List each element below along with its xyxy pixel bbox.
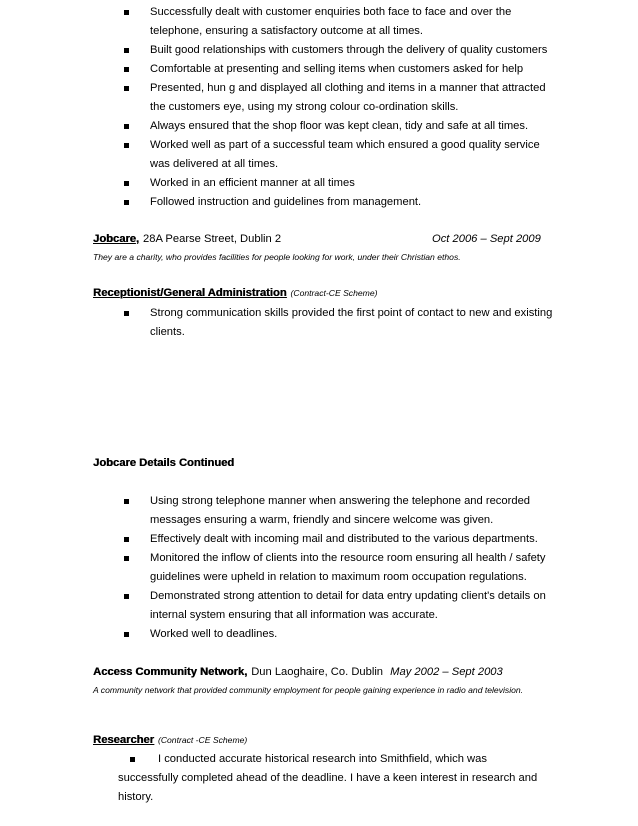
list-item: Using strong telephone manner when answering the telephone and recorded messages ensuring a warm, friendly and sincere welcome was given. — [124, 492, 554, 530]
bullet-icon — [124, 311, 129, 316]
list-item: Worked in an efficient manner at all times — [124, 174, 554, 193]
employer-description: They are a charity, who provides facilities for people looking for work, under their Christian ethos. — [93, 252, 461, 262]
bullet-icon — [124, 181, 129, 186]
list-item: Comfortable at presenting and selling items when customers asked for help — [124, 60, 554, 79]
list-item: Demonstrated strong attention to detail for data entry updating client's details on internal system ensuring that all information was accurate. — [124, 587, 554, 625]
bullet-icon — [124, 200, 129, 205]
role-note: (Contract-CE Scheme) — [290, 288, 378, 298]
bullet-icon — [124, 10, 129, 15]
bullet-icon — [130, 757, 135, 762]
section-heading: Jobcare Details Continued — [93, 457, 235, 469]
role-title: Receptionist/General Administration — [93, 287, 287, 299]
bullet-icon — [124, 537, 129, 542]
employer-address: 28A Pearse Street, Dublin 2 — [143, 233, 282, 245]
list-item: Always ensured that the shop floor was kept clean, tidy and safe at all times. — [124, 117, 554, 136]
employer-heading — [93, 666, 503, 678]
role-heading — [93, 287, 377, 299]
list-item: Presented, hun g and displayed all clothing and items in a manner that attracted the customers eye, using my strong colour co-ordination skills. — [124, 79, 554, 117]
bullet-icon — [124, 594, 129, 599]
employer-description: A community network that provided community employment for people gaining experience in radio and television. — [93, 685, 524, 695]
bullet-icon — [124, 86, 129, 91]
list-item: Worked well to deadlines. — [124, 625, 554, 644]
role-title: Researcher — [93, 734, 154, 746]
bullet-icon — [124, 143, 129, 148]
list-item: Strong communication skills provided the first point of contact to new and existing clients. — [124, 304, 554, 342]
list-item: Followed instruction and guidelines from management. — [124, 193, 554, 212]
list-item: Built good relationships with customers through the delivery of quality customers — [124, 41, 554, 60]
bullet-icon — [124, 48, 129, 53]
bullet-icon — [124, 67, 129, 72]
bullet-icon — [124, 499, 129, 504]
employer-name: Jobcare, — [93, 233, 140, 245]
list-item: Worked well as part of a successful team which ensured a good quality service was delivered at all times. — [124, 136, 554, 174]
bullet-icon — [124, 632, 129, 637]
employer-address: Dun Laoghaire, Co. Dublin — [251, 666, 384, 678]
bullet-icon — [124, 124, 129, 129]
employer-name: Access Community Network, — [93, 666, 248, 678]
role-paragraph: I conducted accurate historical research into Smithfield, which was successfully completed ahead of the deadline. I have a keen interest in research and history. — [118, 753, 538, 803]
bullet-icon — [124, 556, 129, 561]
employment-dates: Oct 2006 – Sept 2009 — [432, 233, 541, 245]
role-heading — [93, 734, 247, 746]
list-item: Monitored the inflow of clients into the resource room ensuring all health / safety guidelines were upheld in relation to maximum room occupation regulations. — [124, 549, 554, 587]
employer-heading — [93, 233, 281, 245]
role-note: (Contract -CE Scheme) — [157, 735, 248, 745]
list-item: Successfully dealt with customer enquiries both face to face and over the telephone, ensuring a satisfactory outcome at all times. — [124, 3, 554, 41]
list-item: Effectively dealt with incoming mail and distributed to the various departments. — [124, 530, 554, 549]
employment-dates: May 2002 – Sept 2003 — [390, 666, 503, 678]
